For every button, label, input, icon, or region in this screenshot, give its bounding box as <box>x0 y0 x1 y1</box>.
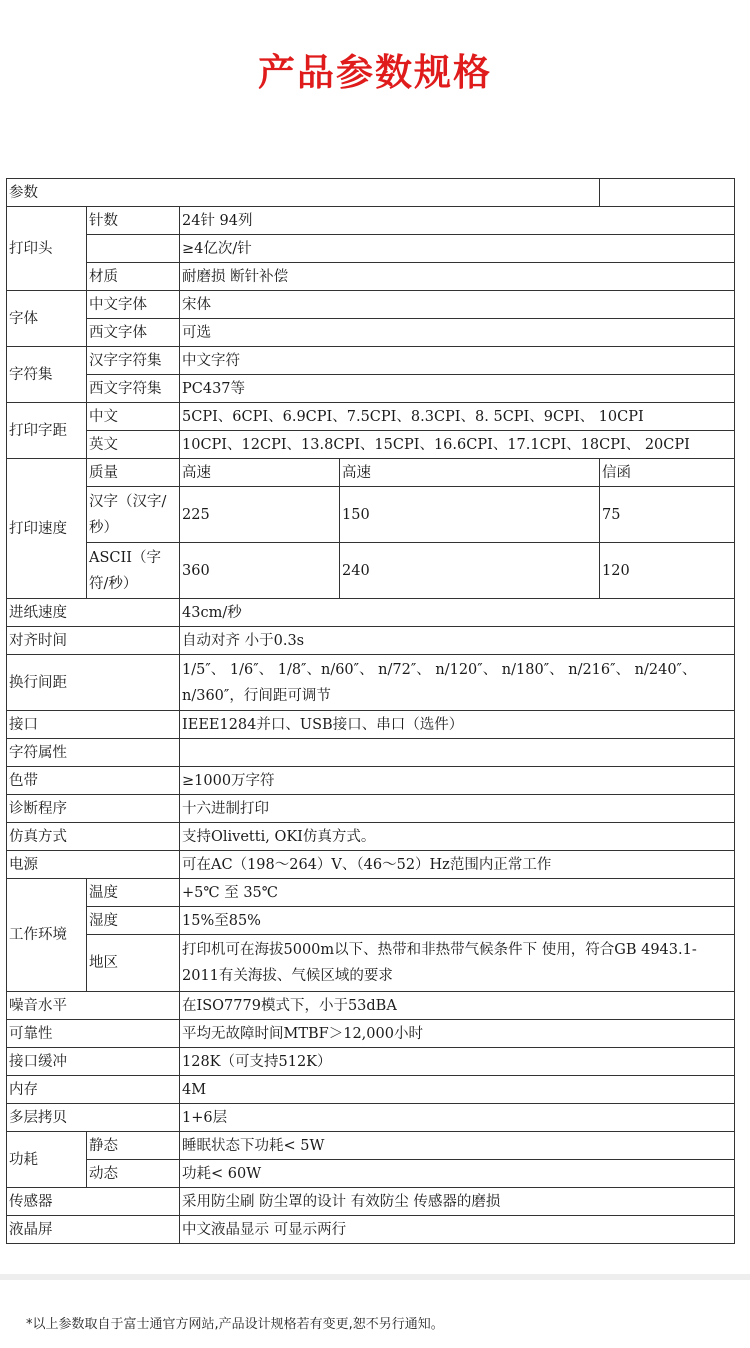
table-row <box>7 767 735 795</box>
row-value: 5CPI、6CPI、6.9CPI、7.5CPI、8.3CPI、8. 5CPI、9CPI、 10CPI <box>180 403 735 431</box>
sub-label: 质量 <box>87 459 180 487</box>
speed-value: 240 <box>340 543 600 599</box>
sub-label: 静态 <box>87 1132 180 1160</box>
row-value: 支持Olivetti, OKI仿真方式。 <box>180 823 735 851</box>
row-value: +5℃ 至 35℃ <box>180 879 735 907</box>
table-row <box>7 543 735 599</box>
table-row <box>7 403 735 431</box>
row-label: 进纸速度 <box>7 599 180 627</box>
table-row <box>7 992 735 1020</box>
header-empty-cell <box>600 179 735 207</box>
sub-label: 针数 <box>87 207 180 235</box>
row-label: 对齐时间 <box>7 627 180 655</box>
row-value: 1/5″、 1/6″、 1/8″、n/60″、 n/72″、 n/120″、 n/180″、 n/216″、 n/240″、 n/360″，行间距可调节 <box>180 655 735 711</box>
sub-label: 汉字（汉字/秒） <box>87 487 180 543</box>
row-label: 字符属性 <box>7 739 180 767</box>
row-value: 可在AC（198～264）V、（46～52）Hz范围内正常工作 <box>180 851 735 879</box>
row-value: 睡眠状态下功耗< 5W <box>180 1132 735 1160</box>
row-value: IEEE1284并口、USB接口、串口（选件） <box>180 711 735 739</box>
row-value: PC437等 <box>180 375 735 403</box>
row-value: 可选 <box>180 319 735 347</box>
speed-mode: 高速 <box>180 459 340 487</box>
row-value: 功耗< 60W <box>180 1160 735 1188</box>
sub-label: 材质 <box>87 263 180 291</box>
table-row <box>7 1188 735 1216</box>
speed-value: 75 <box>600 487 735 543</box>
table-row <box>7 739 735 767</box>
table-row <box>7 459 735 487</box>
row-label: 噪音水平 <box>7 992 180 1020</box>
speed-mode: 高速 <box>340 459 600 487</box>
row-label: 打印头 <box>7 207 87 291</box>
table-row <box>7 1132 735 1160</box>
row-label: 电源 <box>7 851 180 879</box>
table-row <box>7 319 735 347</box>
table-row <box>7 907 735 935</box>
row-label: 功耗 <box>7 1132 87 1188</box>
row-value: 1+6层 <box>180 1104 735 1132</box>
row-value: 128K（可支持512K） <box>180 1048 735 1076</box>
row-value: ≥4亿次/针 <box>180 235 735 263</box>
sub-label: ASCII（字符/秒） <box>87 543 180 599</box>
row-label: 换行间距 <box>7 655 180 711</box>
table-row <box>7 627 735 655</box>
row-label: 接口缓冲 <box>7 1048 180 1076</box>
sub-label: 动态 <box>87 1160 180 1188</box>
table-row <box>7 1160 735 1188</box>
row-label: 可靠性 <box>7 1020 180 1048</box>
table-row <box>7 375 735 403</box>
sub-label: 英文 <box>87 431 180 459</box>
table-row <box>7 1076 735 1104</box>
table-row <box>7 291 735 319</box>
table-row <box>7 599 735 627</box>
row-value <box>180 739 735 767</box>
table-row <box>7 655 735 711</box>
sub-label: 温度 <box>87 879 180 907</box>
table-row <box>7 795 735 823</box>
row-value: 43cm/秒 <box>180 599 735 627</box>
table-row <box>7 347 735 375</box>
row-label: 工作环境 <box>7 879 87 992</box>
row-label: 诊断程序 <box>7 795 180 823</box>
row-value: 宋体 <box>180 291 735 319</box>
row-value: 中文字符 <box>180 347 735 375</box>
table-row <box>7 711 735 739</box>
row-value: 10CPI、12CPI、13.8CPI、15CPI、16.6CPI、17.1CPI、18CPI、 20CPI <box>180 431 735 459</box>
row-value: 平均无故障时间MTBF＞12,000小时 <box>180 1020 735 1048</box>
sub-label: 西文字符集 <box>87 375 180 403</box>
table-row <box>7 487 735 543</box>
row-value: 15%至85% <box>180 907 735 935</box>
table-row <box>7 263 735 291</box>
row-value: 耐磨损 断针补偿 <box>180 263 735 291</box>
sub-label: 中文 <box>87 403 180 431</box>
row-value: 中文液晶显示 可显示两行 <box>180 1216 735 1244</box>
row-label: 打印速度 <box>7 459 87 599</box>
row-label: 打印字距 <box>7 403 87 459</box>
speed-value: 120 <box>600 543 735 599</box>
row-value: 在ISO7779模式下，小于53dBA <box>180 992 735 1020</box>
table-row <box>7 1020 735 1048</box>
row-value: 自动对齐 小于0.3s <box>180 627 735 655</box>
sub-label: 中文字体 <box>87 291 180 319</box>
row-value: 十六进制打印 <box>180 795 735 823</box>
sub-label: 湿度 <box>87 907 180 935</box>
table-row <box>7 851 735 879</box>
speed-value: 360 <box>180 543 340 599</box>
speed-mode: 信函 <box>600 459 735 487</box>
table-row <box>7 235 735 263</box>
row-value: 24针 94列 <box>180 207 735 235</box>
table-row <box>7 207 735 235</box>
table-row <box>7 879 735 907</box>
section-divider <box>0 1274 750 1280</box>
table-row <box>7 935 735 992</box>
row-label: 仿真方式 <box>7 823 180 851</box>
row-label: 传感器 <box>7 1188 180 1216</box>
speed-value: 225 <box>180 487 340 543</box>
row-label: 字体 <box>7 291 87 347</box>
row-value: 打印机可在海拔5000m以下、热带和非热带气候条件下 使用，符合GB 4943.1-2011有关海拔、气候区域的要求 <box>180 935 735 992</box>
table-row <box>7 179 735 207</box>
page-title: 产品参数规格 <box>258 51 492 94</box>
table-row <box>7 1216 735 1244</box>
spec-table <box>6 178 735 1244</box>
sub-label-empty <box>87 235 180 263</box>
table-row <box>7 1104 735 1132</box>
row-label: 接口 <box>7 711 180 739</box>
footnote: *以上参数取自于富士通官方网站,产品设计规格若有变更,恕不另行通知。 <box>26 1317 444 1332</box>
row-label: 内存 <box>7 1076 180 1104</box>
row-label: 色带 <box>7 767 180 795</box>
row-label: 液晶屏 <box>7 1216 180 1244</box>
sub-label: 汉字字符集 <box>87 347 180 375</box>
row-label: 字符集 <box>7 347 87 403</box>
table-row <box>7 1048 735 1076</box>
row-value: ≥1000万字符 <box>180 767 735 795</box>
sub-label: 西文字体 <box>87 319 180 347</box>
sub-label: 地区 <box>87 935 180 992</box>
row-label: 多层拷贝 <box>7 1104 180 1132</box>
speed-value: 150 <box>340 487 600 543</box>
table-row <box>7 823 735 851</box>
table-row <box>7 431 735 459</box>
header-cell: 参数 <box>7 179 600 207</box>
row-value: 4M <box>180 1076 735 1104</box>
row-value: 采用防尘刷 防尘罩的设计 有效防尘 传感器的磨损 <box>180 1188 735 1216</box>
